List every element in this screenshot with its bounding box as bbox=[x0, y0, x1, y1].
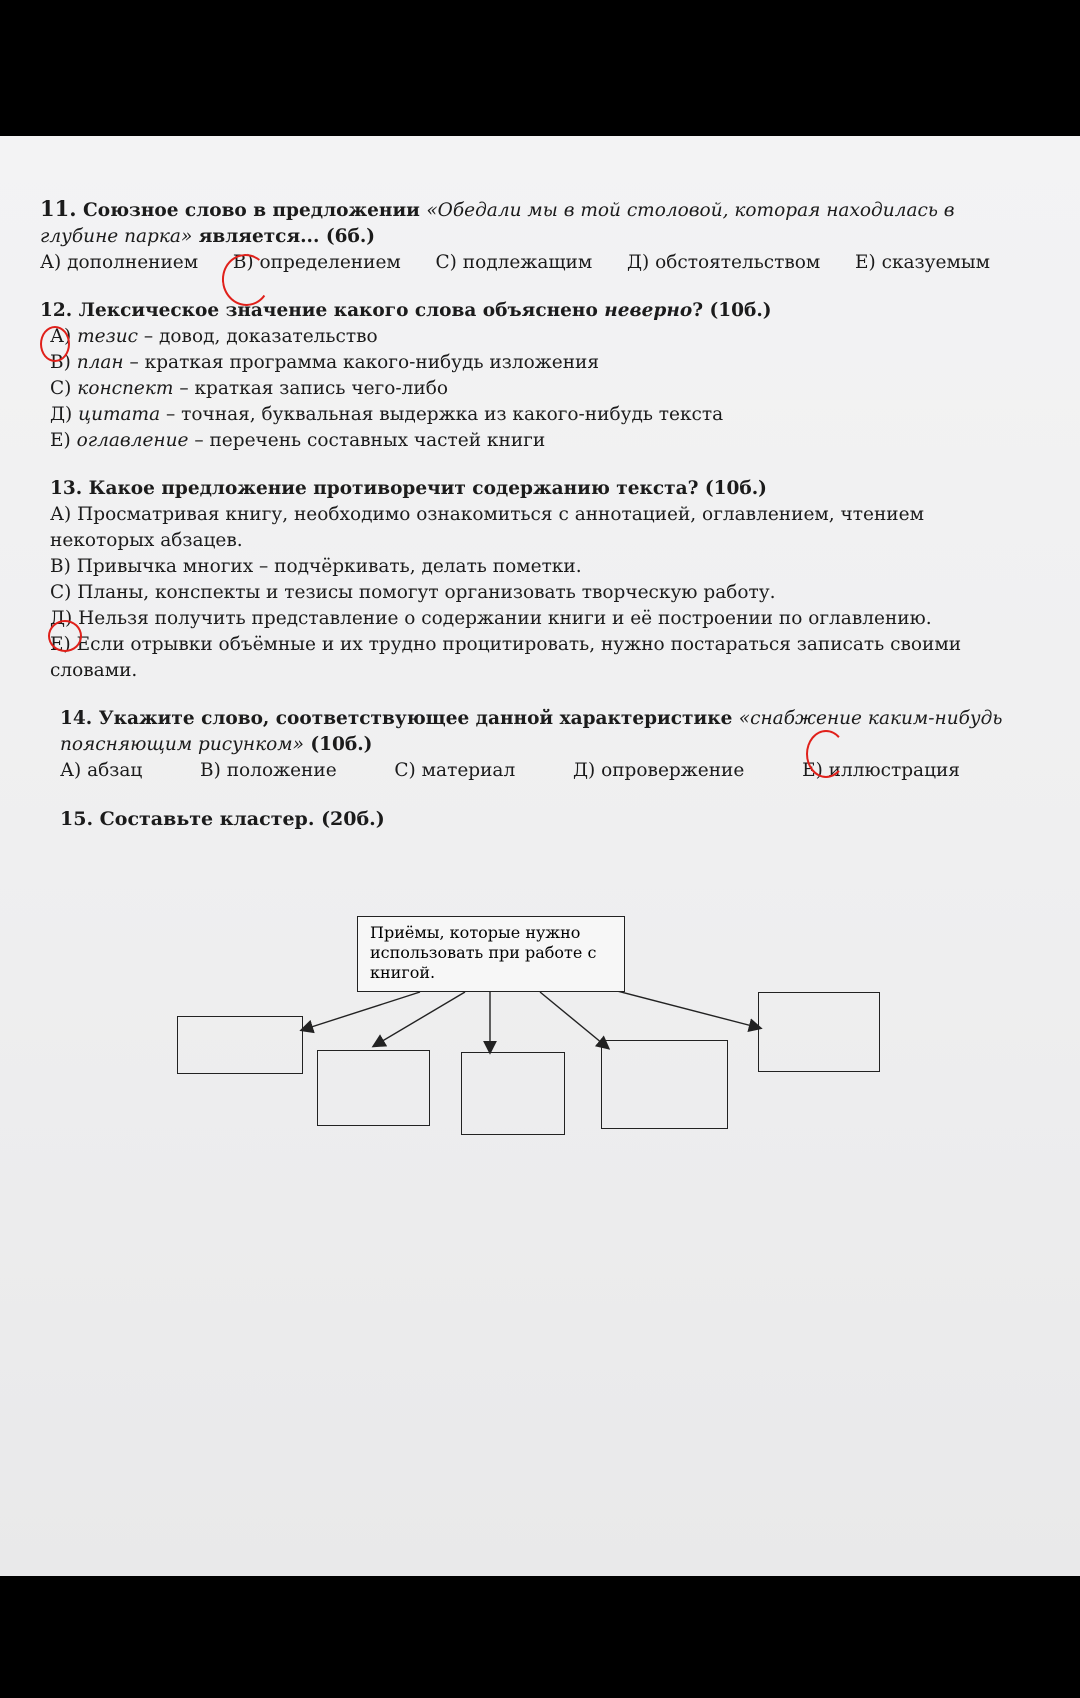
option-e[interactable] bbox=[40, 428, 1030, 454]
question-12 bbox=[40, 298, 1030, 454]
question-11-options bbox=[40, 250, 1030, 276]
question-15-text: 15. Составьте кластер. (20б.) bbox=[60, 808, 385, 830]
option-definition: – краткая программа какого-нибудь изложения bbox=[123, 352, 600, 373]
option-d[interactable] bbox=[40, 402, 1030, 428]
question-13 bbox=[40, 476, 1030, 684]
worksheet-content bbox=[40, 196, 1030, 854]
option-a[interactable]: А) абзац bbox=[60, 760, 143, 781]
option-e[interactable]: Е) иллюстрация bbox=[802, 760, 960, 781]
option-letter: А) bbox=[50, 326, 72, 347]
option-e[interactable]: Е) сказуемым bbox=[854, 252, 990, 273]
option-c[interactable]: С) подлежащим bbox=[435, 252, 593, 273]
question-11-tail: является... (6б.) bbox=[198, 226, 376, 247]
cluster-empty-box-2[interactable] bbox=[317, 1050, 430, 1126]
question-11-text bbox=[40, 196, 1030, 250]
option-c[interactable] bbox=[40, 376, 1030, 402]
question-12-title: 12. Лексическое значение какого слова объяснено bbox=[40, 300, 598, 321]
option-d[interactable]: Д) обстоятельством bbox=[626, 252, 821, 273]
option-d[interactable]: Д) опровержение bbox=[572, 760, 745, 781]
option-letter: Д) bbox=[50, 404, 73, 425]
question-14-options bbox=[40, 758, 1030, 784]
cluster-main-box: Приёмы, которые нужно использовать при работе с книгой. bbox=[357, 916, 625, 992]
option-b[interactable] bbox=[40, 350, 1030, 376]
cluster-empty-box-4[interactable] bbox=[601, 1040, 728, 1129]
option-term: тезис bbox=[77, 326, 138, 347]
worksheet-page bbox=[0, 136, 1080, 1576]
option-term: оглавление bbox=[76, 430, 189, 451]
option-term: план bbox=[76, 352, 124, 373]
question-14 bbox=[40, 706, 1030, 784]
option-a[interactable]: А) Просматривая книгу, необходимо ознакомиться с аннотацией, оглавлением, чтением некоторых абзацев. bbox=[50, 504, 924, 551]
option-letter: В) bbox=[50, 352, 71, 373]
option-term: конспект bbox=[77, 378, 174, 399]
cluster-empty-box-3[interactable] bbox=[461, 1052, 565, 1135]
option-d[interactable]: Д) Нельзя получить представление о содержании книги и её построении по оглавлению. bbox=[50, 608, 932, 629]
question-13-text: 13. Какое предложение противоречит содержанию текста? (10б.) bbox=[50, 478, 767, 499]
question-11-quote: «Обедали мы в той столовой, которая находилась в глубине парка» bbox=[40, 200, 955, 247]
option-term: цитата bbox=[78, 404, 161, 425]
arrow-to-box-1 bbox=[302, 992, 420, 1030]
question-15 bbox=[40, 806, 1030, 832]
option-b[interactable]: В) определением bbox=[232, 252, 401, 273]
question-13-options bbox=[40, 502, 1030, 684]
option-c[interactable]: С) материал bbox=[394, 760, 516, 781]
question-14-text bbox=[40, 706, 1030, 758]
question-12-options bbox=[40, 324, 1030, 454]
question-12-emphasis: неверно bbox=[604, 300, 693, 321]
question-11-title: Союзное слово в предложении bbox=[83, 200, 420, 221]
question-14-title: 14. Укажите слово, соответствующее данной характеристике bbox=[60, 708, 733, 729]
option-definition: – перечень составных частей книги bbox=[188, 430, 546, 451]
option-definition: – точная, буквальная выдержка из какого-нибудь текста bbox=[160, 404, 724, 425]
option-letter: С) bbox=[50, 378, 72, 399]
option-b[interactable]: В) Привычка многих – подчёркивать, делать пометки. bbox=[50, 556, 582, 577]
question-11 bbox=[40, 196, 1030, 276]
question-14-quote: «снабжение каким-нибудь поясняющим рисунком» bbox=[60, 708, 1003, 755]
option-definition: – краткая запись чего-либо bbox=[173, 378, 448, 399]
option-c[interactable]: С) Планы, конспекты и тезисы помогут организовать творческую работу. bbox=[50, 582, 776, 603]
question-14-tail: (10б.) bbox=[310, 734, 373, 755]
arrow-to-box-4 bbox=[540, 992, 608, 1048]
option-letter: Е) bbox=[50, 430, 71, 451]
option-e[interactable]: Е) Если отрывки объёмные и их трудно процитировать, нужно постараться записать своими словами. bbox=[50, 634, 962, 681]
cluster-diagram bbox=[0, 906, 1080, 1156]
arrow-to-box-2 bbox=[374, 992, 465, 1046]
cluster-empty-box-1[interactable] bbox=[177, 1016, 303, 1074]
option-a[interactable]: А) дополнением bbox=[40, 252, 199, 273]
option-a[interactable] bbox=[40, 324, 1030, 350]
option-definition: – довод, доказательство bbox=[137, 326, 378, 347]
option-b[interactable]: В) положение bbox=[200, 760, 337, 781]
cluster-empty-box-5[interactable] bbox=[758, 992, 880, 1072]
question-12-tail: ? (10б.) bbox=[692, 300, 772, 321]
question-12-text bbox=[40, 298, 1030, 324]
question-11-number: 11. bbox=[40, 196, 77, 221]
